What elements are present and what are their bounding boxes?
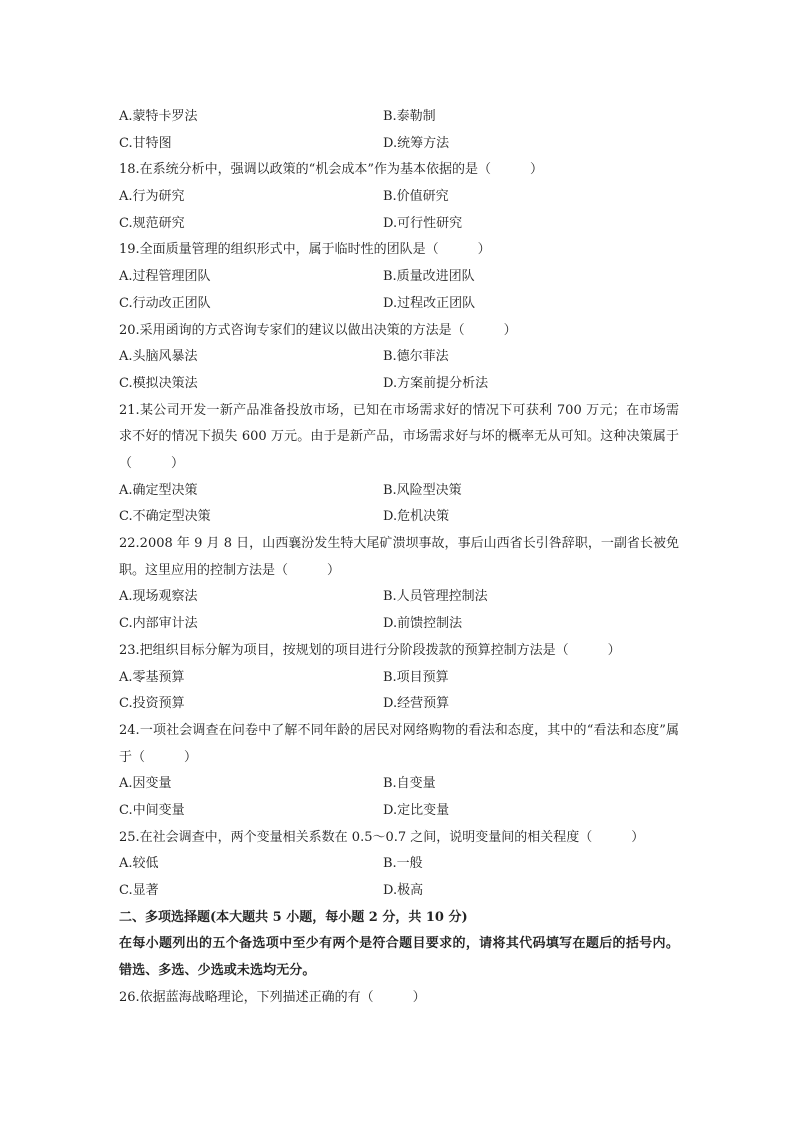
option-left: A.现场观察法 [119,589,198,605]
option-right: D.极高 [383,883,424,899]
option-left: A.过程管理团队 [119,269,211,285]
option-right: D.定比变量 [383,802,450,818]
option-left: C.中间变量 [119,802,185,818]
option-row [119,798,679,825]
question-text: 19.全面质量管理的组织形式中，属于临时性的团队是（ ） [119,242,491,258]
question-text: 26.依据蓝海战略理论，下列描述正确的有（ ） [119,989,426,1005]
option-row [119,584,679,611]
option-right: B.自变量 [383,776,436,792]
option-left: A.确定型决策 [119,482,198,498]
option-left: C.行动改正团队 [119,295,211,311]
question-text: 22.2008 年 9 月 8 日，山西襄汾发生特大尾矿溃坝事故，事后山西省长引咎辞职，一副省长被免职。这里应用的控制方法是（ ） [119,536,679,578]
option-right: D.方案前提分析法 [383,375,489,391]
option-right: D.经营预算 [383,696,450,712]
section-heading: 二、多项选择题(本大题共 5 小题，每小题 2 分，共 10 分) [119,909,468,925]
option-row [119,478,679,505]
option-left: A.零基预算 [119,669,185,685]
option-left: A.行为研究 [119,189,185,205]
option-row [119,851,679,878]
question-text: 25.在社会调查中，两个变量相关系数在 0.5～0.7 之间，说明变量间的相关程度（ ） [119,829,645,845]
option-row [119,771,679,798]
option-right: D.可行性研究 [383,215,463,231]
option-right: B.风险型决策 [383,482,462,498]
option-right: B.项目预算 [383,669,449,685]
option-right: B.德尔菲法 [383,349,449,365]
option-right: B.人员管理控制法 [383,589,488,605]
question-text: 24.一项社会调查在问卷中了解不同年龄的居民对网络购物的看法和态度，其中的“看法和态度”属于（ ） [119,722,679,765]
option-left: A.较低 [119,856,159,872]
option-row [119,691,679,718]
question-text: 20.采用函询的方式咨询专家们的建议以做出决策的方法是（ ） [119,322,517,338]
option-row [119,291,679,318]
option-right: B.一般 [383,856,423,872]
option-right: D.危机决策 [383,509,450,525]
question-text: 18.在系统分析中，强调以政策的“机会成本”作为基本依据的是（ ） [119,162,543,178]
question-text: 21.某公司开发一新产品准备投放市场，已知在市场需求好的情况下可获利 700 万元；在市场需求不好的情况下损失 600 万元。由于是新产品，市场需求好与坏的概率无从可知。这种决策属于（ ） [119,402,679,471]
question-text: 23.把组织目标分解为项目，按规划的项目进行分阶段拨款的预算控制方法是（ ） [119,642,621,658]
option-right: D.前馈控制法 [383,616,463,632]
option-right: D.统筹方法 [383,135,450,151]
option-left: C.甘特图 [119,135,172,151]
option-left: C.投资预算 [119,696,185,712]
option-left: A.因变量 [119,776,172,792]
option-row [119,371,679,398]
option-left: A.蒙特卡罗法 [119,109,198,124]
option-row [119,131,679,158]
option-right: B.质量改进团队 [383,269,475,285]
option-left: C.显著 [119,883,159,899]
option-row [119,878,679,905]
section-instruction: 在每小题列出的五个备选项中至少有两个是符合题目要求的，请将其代码填写在题后的括号内。错选、多选、少选或未选均无分。 [119,936,679,979]
option-row [119,665,679,692]
option-row [119,211,679,238]
option-left: C.不确定型决策 [119,509,211,525]
option-row [119,611,679,638]
option-left: C.内部审计法 [119,616,198,632]
option-right: B.价值研究 [383,189,449,205]
option-right: B.泰勒制 [383,109,436,124]
option-row [119,104,679,131]
option-row [119,184,679,211]
option-right: D.过程改正团队 [383,295,476,311]
exam-content [119,104,679,1012]
option-left: A.头脑风暴法 [119,349,198,365]
option-row [119,344,679,371]
option-left: C.模拟决策法 [119,375,198,391]
option-left: C.规范研究 [119,215,185,231]
option-row [119,504,679,531]
option-row [119,264,679,291]
